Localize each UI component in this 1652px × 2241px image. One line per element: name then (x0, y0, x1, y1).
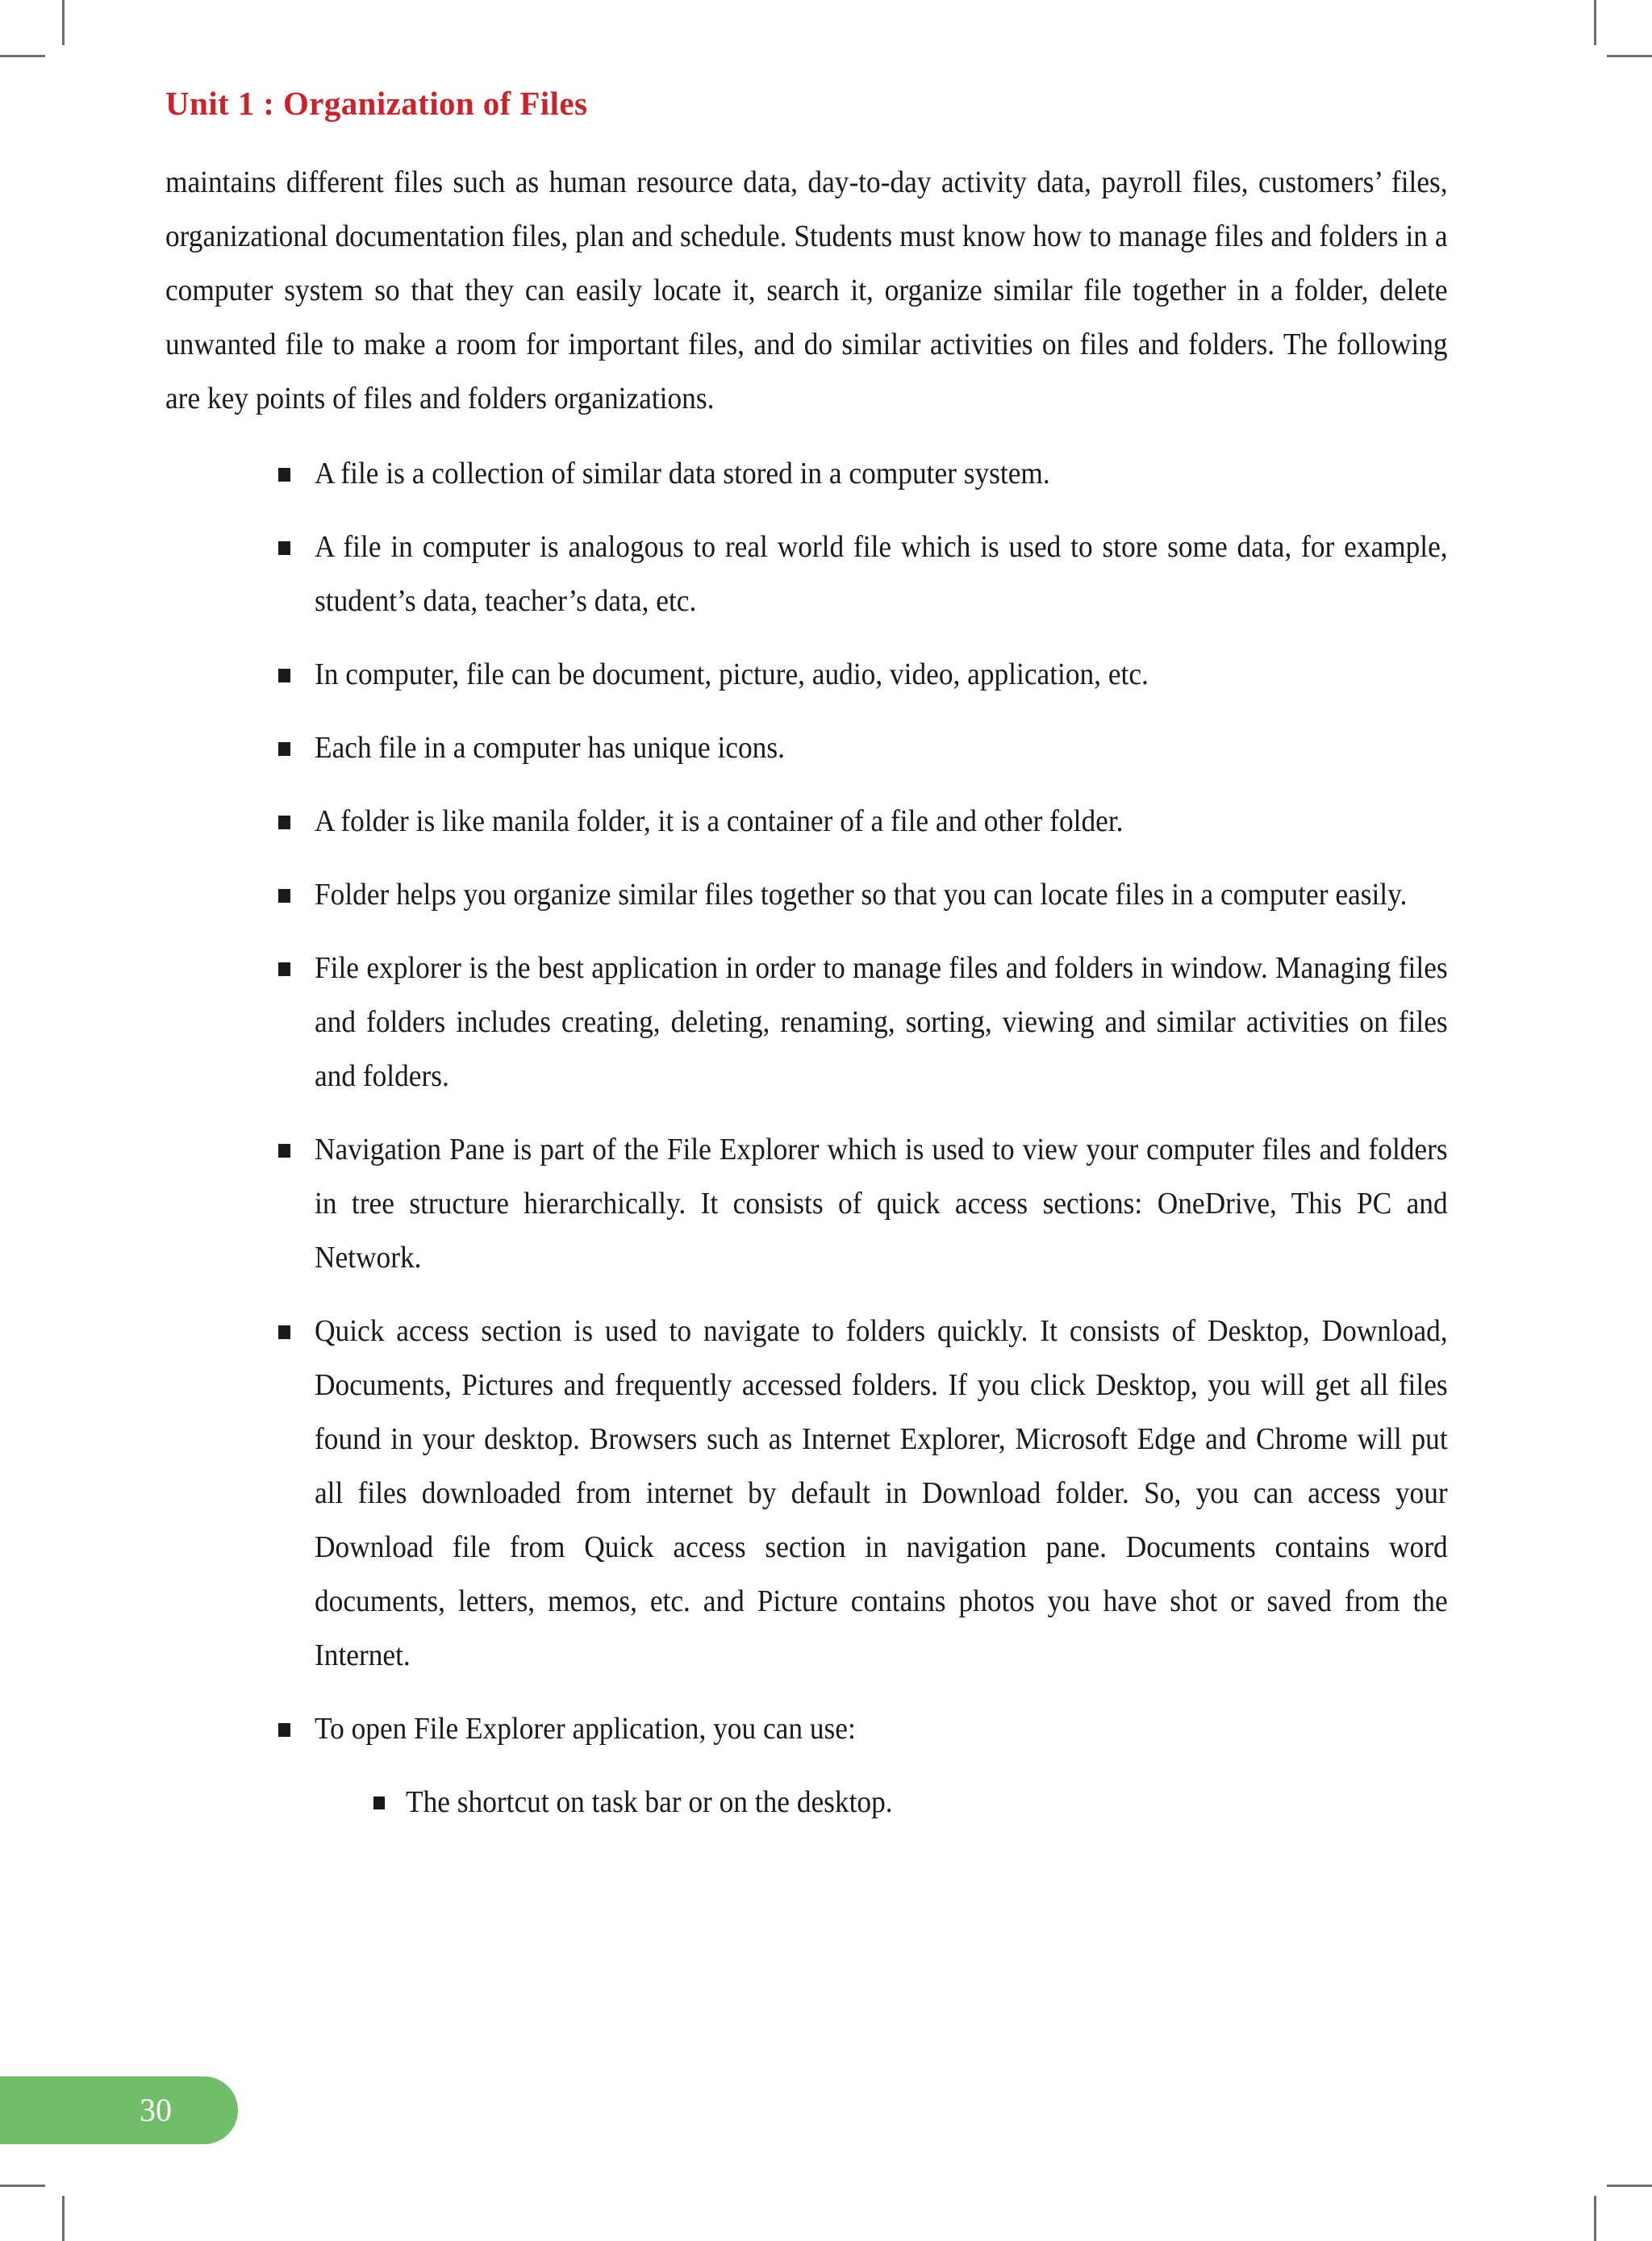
square-bullet-icon (278, 742, 290, 756)
list-item (278, 941, 1448, 1104)
list-item (278, 520, 1448, 628)
key-points-list (165, 447, 1448, 1756)
chapter-title: Unit 1 : Organization of Files (165, 85, 588, 122)
crop-mark-top-left-vertical (62, 0, 65, 45)
square-bullet-icon (278, 889, 290, 903)
crop-mark-bottom-left-horizontal (0, 2185, 45, 2187)
square-bullet-icon (278, 669, 290, 682)
list-item (278, 1123, 1448, 1285)
open-file-explorer-sublist (165, 1776, 1448, 1830)
crop-mark-bottom-left-vertical (62, 2196, 65, 2241)
list-item-text: Folder helps you organize similar files together so that you can locate files in a computer easily. (315, 878, 1408, 912)
sub-list-item (373, 1776, 1448, 1830)
list-item (278, 447, 1448, 501)
list-item (278, 1304, 1448, 1683)
list-item (278, 868, 1448, 922)
square-bullet-icon (278, 1723, 290, 1737)
crop-mark-bottom-right-vertical (1594, 2196, 1596, 2241)
list-item-text: A folder is like manila folder, it is a container of a file and other folder. (315, 804, 1124, 838)
page-content (165, 87, 1448, 1842)
crop-mark-top-right-horizontal (1607, 55, 1652, 57)
square-bullet-icon (278, 1325, 290, 1339)
list-item-text: A file is a collection of similar data stored in a computer system. (315, 457, 1050, 490)
intro-paragraph: maintains different files such as human resource data, day-to-day activity data, payroll files, customers’ files, organizational documentation files, plan and schedule. Students must know how to manage files and folders in a computer system so that they can easily locate it, search it, organize similar file together in a folder, delete unwanted file to make a room for important files, and do similar activities on files and folders. The following are key points of files and folders organizations. (165, 165, 1448, 415)
list-item-text: Quick access section is used to navigate to folders quickly. It consists of Desktop, Download, Documents, Pictures and frequently accessed folders. If you click Desktop, you will get all files found in your desktop. Browsers such as Internet Explorer, Microsoft Edge and Chrome will put all files downloaded from internet by default in Download folder. So, you can access your Download file from Quick access section in navigation pane. Documents contains word documents, letters, memos, etc. and Picture contains photos you have shot or saved from the Internet. (315, 1314, 1448, 1672)
crop-mark-top-left-horizontal (0, 55, 45, 57)
list-item-text: Each file in a computer has unique icons. (315, 731, 785, 765)
crop-mark-top-right-vertical (1594, 0, 1596, 45)
list-item-text: In computer, file can be document, picture, audio, video, application, etc. (315, 657, 1149, 691)
crop-mark-bottom-right-horizontal (1607, 2185, 1652, 2187)
list-item-text: Navigation Pane is part of the File Explorer which is used to view your computer files and folders in tree structure hierarchically. It consists of quick access sections: OneDrive, This PC and Network. (315, 1133, 1448, 1275)
list-item-text: To open File Explorer application, you can use: (315, 1712, 856, 1746)
square-bullet-icon (373, 1797, 385, 1809)
square-bullet-icon (278, 1144, 290, 1158)
list-item-text: A file in computer is analogous to real world file which is used to store some data, for example, student’s data, teacher’s data, etc. (315, 530, 1448, 618)
square-bullet-icon (278, 816, 290, 829)
list-item (278, 795, 1448, 849)
page-number: 30 (140, 2092, 172, 2128)
square-bullet-icon (278, 541, 290, 555)
list-item (278, 648, 1448, 702)
list-item-text: File explorer is the best application in order to manage files and folders in window. Managing files and folders includes creating, deleting, renaming, sorting, viewing and similar activities on files and folders. (315, 951, 1448, 1093)
page-number-tab (0, 2076, 238, 2144)
square-bullet-icon (278, 962, 290, 976)
sub-list-item-text: The shortcut on task bar or on the desktop. (406, 1785, 893, 1819)
square-bullet-icon (278, 468, 290, 482)
list-item (278, 1702, 1448, 1756)
list-item (278, 721, 1448, 775)
